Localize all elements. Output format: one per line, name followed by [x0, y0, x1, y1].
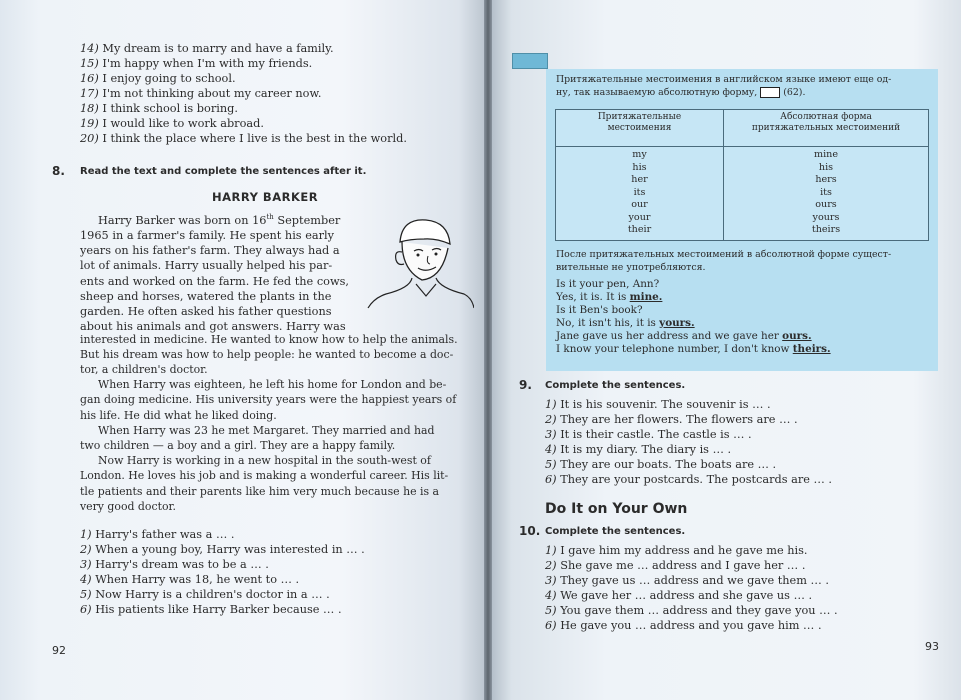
task-10-number: 10.: [519, 524, 541, 538]
table-cell: its: [820, 186, 832, 198]
list-item: 5) You gave them … address and they gave you … .: [545, 604, 838, 617]
list-item: 3) It is their castle. The castle is … .: [545, 428, 752, 441]
table-cells: [724, 146, 928, 237]
table-column-possessive: [556, 110, 724, 240]
list-item: 1) Harry's father was a … .: [80, 528, 235, 541]
story-text-wide: [80, 332, 472, 514]
task-10-instruction: Complete the sentences.: [545, 526, 686, 537]
dialog-line: Is it your pen, Ann?: [556, 278, 660, 290]
list-item: 2) When a young boy, Harry was interested in … .: [80, 543, 365, 556]
pronoun-table: [555, 109, 929, 241]
story-line: But his dream was how to help people: he wanted to become a doc-: [80, 347, 454, 361]
dialog-line: I know your telephone number, I don't know theirs.: [556, 343, 831, 355]
list-item: 4) When Harry was 18, he went to … .: [80, 573, 300, 586]
story-line: years on his father's farm. They always had a: [80, 244, 340, 258]
story-line: 1965 in a farmer's family. He spent his early: [80, 228, 335, 242]
list-item: 5) They are our boats. The boats are … .: [545, 458, 777, 471]
box-note-line: вительные не употребляются.: [556, 262, 706, 273]
story-line: When Harry was 23 he met Margaret. They married and had: [98, 423, 435, 437]
page-number-left: 92: [52, 644, 66, 657]
story-line: lot of animals. Harry usually helped his par-: [80, 259, 333, 273]
story-line: tor, a children's doctor.: [80, 363, 208, 376]
list-item: 17) I'm not thinking about my career now.: [80, 87, 322, 100]
story-line: gan doing medicine. His university years were the happiest years of: [80, 393, 457, 407]
table-cell: her: [631, 174, 648, 185]
list-item: 18) I think school is boring.: [80, 102, 238, 115]
box-intro-line: Притяжательные местоимения в английском языке имеют еще од-: [556, 74, 892, 85]
story-line: garden. He often asked his father questions: [80, 304, 332, 318]
story-line: sheep and horses, watered the plants in the: [80, 289, 332, 303]
list-item: 16) I enjoy going to school.: [80, 72, 236, 85]
list-item: 6) His patients like Harry Barker because … .: [80, 603, 342, 616]
table-cell: ours: [815, 199, 837, 210]
table-cell: hers: [815, 174, 837, 185]
list-item: 1) I gave him my address and he gave me his.: [545, 544, 808, 557]
table-cell: his: [632, 161, 647, 173]
task-9-instruction: Complete the sentences.: [545, 380, 686, 391]
list-item: 4) We gave her … address and she gave us … .: [545, 589, 813, 602]
table-cell: my: [632, 149, 647, 160]
list-item: 19) I would like to work abroad.: [80, 117, 264, 130]
list-item: 14) My dream is to marry and have a family.: [80, 42, 334, 55]
table-cell: our: [631, 199, 648, 210]
list-item: 6) They are your postcards. The postcards are … .: [545, 473, 833, 486]
dialog-line: Jane gave us her address and we gave her ours.: [556, 330, 812, 342]
dialog-line: Yes, it is. It is mine.: [556, 291, 663, 303]
table-column-absolute: [724, 110, 928, 240]
list-item: 2) They are her flowers. The flowers are … .: [545, 413, 798, 426]
story-line: very good doctor.: [80, 499, 176, 513]
page-number-right: 93: [925, 640, 939, 653]
list-item: 3) They gave us … address and we gave them … .: [545, 574, 830, 587]
dialog-line: No, it isn't his, it is yours.: [556, 317, 695, 329]
table-cells: [556, 146, 723, 237]
table-cell: its: [633, 186, 646, 198]
story-line: his life. He did what he liked doing.: [80, 408, 277, 422]
story-title: HARRY BARKER: [212, 190, 319, 204]
story-text-narrow: [80, 210, 363, 334]
box-note-line: После притяжательных местоимений в абсолютной форме сущест-: [556, 249, 892, 260]
list-item: 15) I'm happy when I'm with my friends.: [80, 57, 313, 70]
list-item: 4) It is my diary. The diary is … .: [545, 443, 732, 456]
table-header: Притяжательные местоимения: [597, 112, 682, 133]
list-item: 2) She gave me … address and I gave her … .: [545, 559, 806, 572]
doctor-illustration: [366, 212, 474, 312]
story-line: two children — a boy and a girl. They are a happy family.: [80, 439, 396, 453]
audio-cassette-icon: [760, 87, 780, 98]
story-line: When Harry was eighteen, he left his home for London and be-: [98, 378, 447, 392]
section-heading: Do It on Your Own: [545, 501, 688, 517]
story-line: Now Harry is working in a new hospital in the south-west of: [98, 454, 431, 468]
dialog-line: Is it Ben's book?: [556, 304, 643, 316]
list-item: 1) It is his souvenir. The souvenir is … .: [545, 398, 771, 411]
list-item: 5) Now Harry is a children's doctor in a … .: [80, 588, 330, 601]
table-cell: his: [818, 161, 834, 173]
story-line: tle patients and their parents like him very much because he is a: [80, 484, 440, 498]
table-cell: mine: [813, 149, 839, 160]
story-line: about his animals and got answers. Harry was: [80, 320, 346, 334]
table-cell: their: [627, 224, 652, 235]
section-tab-marker: [512, 53, 548, 69]
table-header: Абсолютная форма притяжательных местоимений: [751, 112, 901, 133]
task-8-number: 8.: [52, 164, 65, 178]
story-line: London. He loves his job and is making a wonderful career. His lit-: [80, 469, 449, 483]
task-9-number: 9.: [519, 378, 532, 392]
list-item: 20) I think the place where I live is the best in the world.: [80, 132, 407, 145]
box-intro-line: ну, так называемую абсолютную форму, (62).: [556, 87, 806, 98]
table-cell: theirs: [811, 224, 841, 235]
list-item: 3) Harry's dream was to be a … .: [80, 558, 269, 571]
story-line: ents and worked on the farm. He fed the cows,: [80, 274, 350, 288]
table-cell: yours: [812, 211, 840, 223]
table-cell: your: [628, 211, 651, 223]
book-gutter: [484, 0, 492, 700]
story-line: interested in medicine. He wanted to know how to help the animals.: [80, 332, 458, 346]
story-line: Harry Barker was born on 16th September: [98, 213, 341, 227]
list-item: 6) He gave you … address and you gave him … .: [545, 619, 822, 632]
task-8-instruction: Read the text and complete the sentences after it.: [80, 166, 367, 177]
